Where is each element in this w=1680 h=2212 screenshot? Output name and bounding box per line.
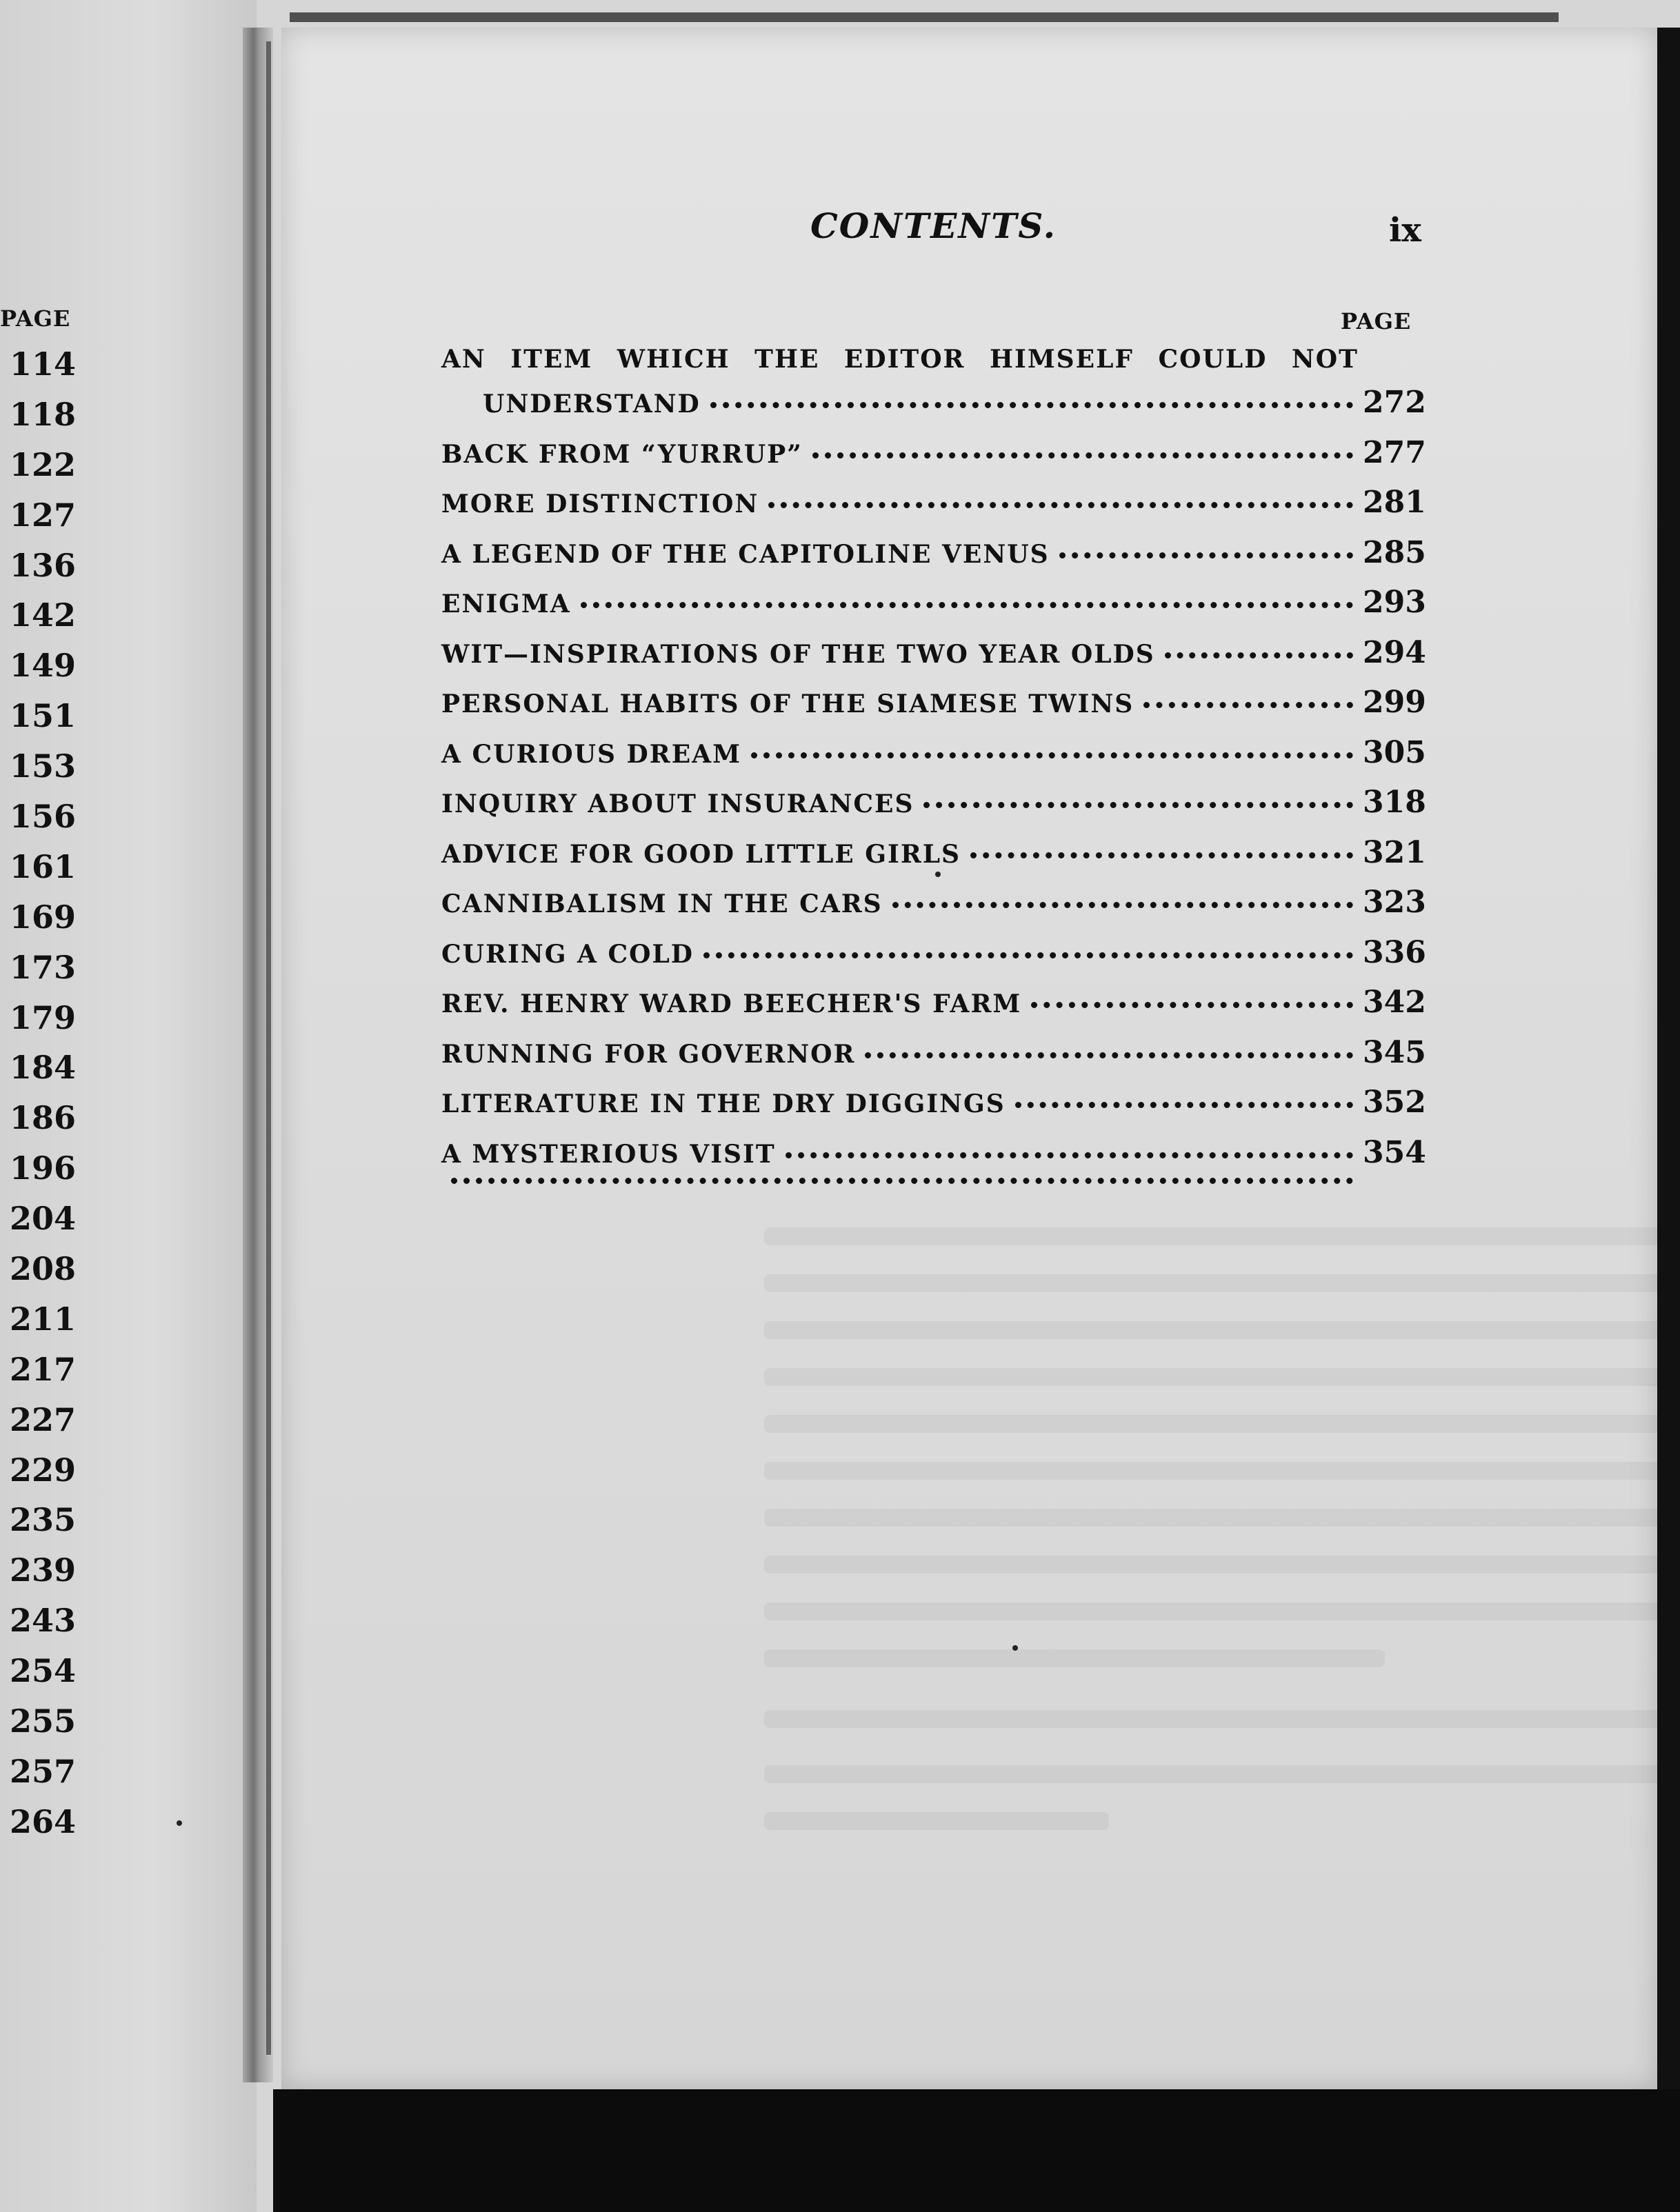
- dot-leader: [581, 602, 1353, 608]
- toc-entry-title: A MYSTERIOUS VISIT: [441, 1139, 776, 1169]
- left-page-column-header: PAGE: [0, 305, 71, 332]
- toc-entry-title: A CURIOUS DREAM: [441, 739, 741, 769]
- left-page-number: 122: [10, 445, 77, 483]
- toc-word: HIMSELF: [989, 345, 1134, 374]
- show-through-text: [764, 1321, 1680, 1339]
- toc-entry: [441, 582, 1426, 632]
- show-through-text: [764, 1602, 1680, 1620]
- scan-border-bottom: [273, 2089, 1680, 2212]
- show-through-text: [764, 1710, 1680, 1728]
- dot-leader: [1143, 702, 1353, 708]
- left-page-number: 255: [10, 1702, 77, 1740]
- toc-entry-page: 293: [1363, 585, 1426, 620]
- toc-entry-title: A LEGEND OF THE CAPITOLINE VENUS: [441, 539, 1050, 569]
- toc-entry-title: BACK FROM “YURRUP”: [441, 439, 803, 469]
- toc-entry: [441, 1182, 1421, 1232]
- toc-entry-title: CURING A COLD: [441, 939, 694, 969]
- toc-entry-title: RUNNING FOR GOVERNOR: [441, 1039, 856, 1069]
- toc-entry: [441, 1082, 1426, 1132]
- toc-entry-page: 354: [1363, 1134, 1426, 1170]
- toc-entry-title: ADVICE FOR GOOD LITTLE GIRLS: [441, 839, 961, 869]
- left-page-number: 156: [10, 798, 77, 836]
- dot-leader: [1031, 1002, 1353, 1008]
- toc-entry-page: 352: [1363, 1085, 1426, 1120]
- toc-entry-title: ENIGMA: [441, 590, 571, 619]
- left-page-number-column: [10, 345, 76, 1853]
- toc-entry: [441, 482, 1426, 532]
- toc-entry-page: 323: [1363, 885, 1426, 920]
- toc-entry-title: CANNIBALISM IN THE CARS: [441, 889, 883, 918]
- dot-leader: [892, 902, 1353, 908]
- left-page-number: 184: [10, 1049, 77, 1087]
- toc-entry: [441, 932, 1426, 983]
- top-page-edge: [290, 12, 1559, 22]
- dot-leader: [703, 952, 1353, 958]
- show-through-text: [764, 1274, 1680, 1292]
- toc-entry-page: 318: [1363, 785, 1426, 820]
- dot-leader: [786, 1152, 1353, 1158]
- toc-entry: [441, 982, 1426, 1032]
- toc-entry: [441, 882, 1426, 932]
- left-page-number: 227: [10, 1400, 77, 1438]
- left-page-number: 151: [10, 697, 77, 735]
- left-page-number: 243: [10, 1602, 77, 1640]
- toc-entry-page: 281: [1363, 485, 1426, 520]
- left-page-number: 257: [10, 1752, 77, 1790]
- toc-word: EDITOR: [843, 345, 966, 374]
- dot-leader: [812, 452, 1353, 459]
- show-through-text: [764, 1462, 1680, 1480]
- toc-entry-title: LITERATURE IN THE DRY DIGGINGS: [441, 1089, 1006, 1118]
- left-page-number: 196: [10, 1149, 77, 1187]
- dot-leader: [970, 852, 1353, 858]
- toc-entry: [441, 432, 1426, 483]
- toc-word: COULD: [1158, 345, 1268, 374]
- left-page-number: 204: [10, 1200, 77, 1238]
- toc-entry-page: 345: [1363, 1034, 1426, 1070]
- left-page-number: 217: [10, 1350, 77, 1388]
- left-page-number: 254: [10, 1652, 77, 1690]
- dot-leader: [768, 502, 1353, 508]
- toc-entry-title: INQUIRY ABOUT INSURANCES: [441, 790, 914, 818]
- toc-entry-page: 305: [1363, 734, 1426, 770]
- show-through-text: [764, 1368, 1680, 1386]
- toc-entry: [441, 682, 1426, 732]
- gutter-fold-line: [266, 41, 271, 2055]
- left-page-number: 153: [10, 747, 77, 785]
- show-through-text: [764, 1649, 1385, 1667]
- toc-entry-page: 272: [1363, 385, 1426, 420]
- toc-entry-page: 299: [1363, 685, 1426, 720]
- toc-entry: [441, 732, 1426, 783]
- toc-word: AN: [441, 345, 486, 374]
- running-head: CONTENTS.: [810, 205, 1057, 246]
- toc-word: NOT: [1291, 345, 1359, 374]
- show-through-text: [764, 1509, 1680, 1527]
- print-speck: [1012, 1645, 1018, 1651]
- toc-entry: [441, 782, 1426, 832]
- print-speck: [177, 1820, 182, 1826]
- toc-entry-page: 336: [1363, 934, 1426, 970]
- toc-word: THE: [754, 345, 820, 374]
- table-of-contents: [441, 342, 1426, 1232]
- toc-entry-page: 285: [1363, 534, 1426, 570]
- dot-leader: [451, 1178, 1353, 1184]
- toc-entry-title-line1: [441, 342, 1421, 382]
- toc-word: ITEM: [510, 345, 593, 374]
- show-through-text: [764, 1556, 1680, 1573]
- toc-entry-title-line2: [441, 382, 1426, 432]
- toc-entry-title: WIT—INSPIRATIONS OF THE TWO YEAR OLDS: [441, 639, 1155, 669]
- left-page-number: 114: [10, 345, 77, 383]
- left-page-number: 186: [10, 1099, 77, 1137]
- toc-entry-title: MORE DISTINCTION: [441, 490, 759, 519]
- toc-word: WHICH: [617, 345, 730, 374]
- toc-entry: [441, 342, 1426, 432]
- left-page-number: 118: [10, 395, 77, 433]
- toc-entry-page: 294: [1363, 634, 1426, 670]
- left-page: [0, 0, 257, 2212]
- toc-entry: [441, 832, 1426, 883]
- dot-leader: [1059, 552, 1353, 559]
- dot-leader: [1165, 652, 1353, 658]
- dot-leader: [710, 402, 1353, 408]
- toc-entry-title: REV. HENRY WARD BEECHER'S FARM: [441, 989, 1022, 1018]
- dot-leader: [923, 802, 1353, 808]
- toc-entry: [441, 532, 1426, 583]
- dot-leader: [1015, 1102, 1353, 1108]
- scan-border-right: [1657, 28, 1680, 2212]
- left-page-number: 211: [10, 1300, 77, 1338]
- show-through-text: [764, 1765, 1680, 1783]
- show-through-text: [764, 1812, 1109, 1830]
- left-page-number: 208: [10, 1250, 77, 1288]
- toc-entry: [441, 1032, 1426, 1083]
- print-speck: [935, 872, 941, 877]
- left-page-number: 161: [10, 847, 77, 885]
- dot-leader: [865, 1052, 1353, 1058]
- left-page-number: 169: [10, 898, 77, 936]
- left-page-number: 264: [10, 1802, 77, 1840]
- toc-entry: [441, 1132, 1426, 1183]
- toc-page-column-header: PAGE: [1341, 308, 1412, 334]
- toc-entry-title: PERSONAL HABITS OF THE SIAMESE TWINS: [441, 690, 1134, 718]
- toc-entry-page: 277: [1363, 434, 1426, 470]
- toc-entry-page: 342: [1363, 985, 1426, 1020]
- toc-entry: [441, 632, 1426, 683]
- left-page-number: 173: [10, 948, 77, 986]
- dot-leader: [751, 752, 1353, 758]
- page-folio: ix: [1389, 211, 1421, 250]
- left-page-number: 127: [10, 496, 77, 534]
- left-page-number: 149: [10, 647, 77, 685]
- toc-entry-page: 321: [1363, 834, 1426, 870]
- left-page-number: 235: [10, 1501, 77, 1539]
- left-page-number: 239: [10, 1551, 77, 1589]
- left-page-number: 179: [10, 998, 77, 1036]
- left-page-number: 142: [10, 596, 77, 634]
- toc-entry-title: UNDERSTAND: [483, 390, 701, 419]
- left-page-number: 136: [10, 546, 77, 584]
- show-through-text: [764, 1415, 1680, 1433]
- left-page-number: 229: [10, 1451, 77, 1489]
